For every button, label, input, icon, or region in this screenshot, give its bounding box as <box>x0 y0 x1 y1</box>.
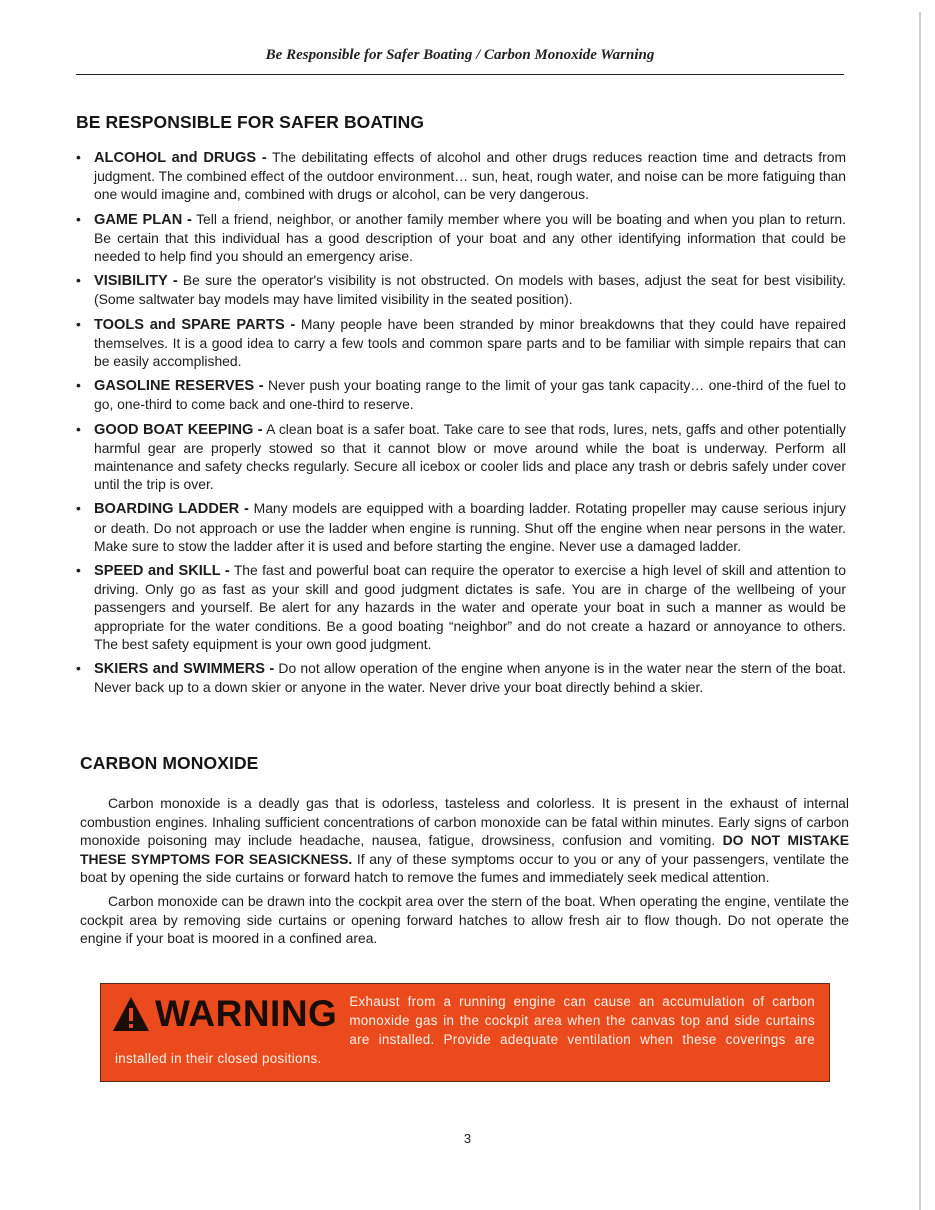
bullet-dot-icon: • <box>76 500 81 517</box>
section-title-carbon-monoxide: CARBON MONOXIDE <box>80 753 259 773</box>
co-p1-text: Carbon monoxide is a deadly gas that is odorless, tasteless and colorless. It is present in the exhaust of internal combustion engines. Inhaling sufficient concentrations of carbon monoxide can be fatal within minutes. Early signs of carbon monoxide poisoning may include headache, nausea, fatigue, drowsiness, confusion and vomiting. <box>80 795 849 849</box>
co-p1-text-cont: If any of these symptoms occur to you or any of your passengers, ventilate the boat by opening the side curtains or forward hatch to remove the fumes and immediately seek medical attention. <box>80 850 849 886</box>
warning-label: WARNING <box>155 993 338 1034</box>
bullet-lead: BOARDING LADDER - <box>94 501 249 518</box>
bullet-item <box>76 376 846 413</box>
bullet-lead: SKIERS and SWIMMERS - <box>94 661 275 678</box>
bullet-lead: GOOD BOAT KEEPING - <box>94 421 263 438</box>
bullet-lead: GAME PLAN - <box>94 211 192 228</box>
page-edge <box>919 12 921 1210</box>
bullet-text: Never push your boating range to the limit of your gas tank capacity… one-third of the fuel to go, one-third to come back and one-third to reserve. <box>94 377 847 413</box>
bullet-dot-icon: • <box>76 377 81 394</box>
bullet-dot-icon: • <box>76 272 81 289</box>
page-number: 3 <box>463 1131 472 1146</box>
bullet-item <box>76 659 846 696</box>
bullet-lead: SPEED and SKILL - <box>94 563 230 580</box>
bullet-text: Do not allow operation of the engine when anyone is in the water near the stern of the boat. Never back up to a down skier or anyone in the water. Never drive your boat directly behind a skier. <box>94 660 846 696</box>
bullet-text: The fast and powerful boat can require the operator to exercise a high level of skill and attention to driving. Only go as fast as your skill and good judgment dictates is safe. You are in charge of the wellbeing of your passengers and yourself. Be alert for any hazards in the water and operate your boat in such a manner as would be appropriate for the water conditions. Be a good boating “neighbor” and do not create a hazard or annoyance to others. The best safety equipment is your own good judgment. <box>94 562 846 652</box>
bullet-dot-icon: • <box>76 315 81 332</box>
bullet-text: Be sure the operator's visibility is not obstructed. On models with bases, adjust the seat for best visibility. (Some saltwater bay models may have limited visibility in the seated position). <box>94 272 846 308</box>
bullet-lead: GASOLINE RESERVES - <box>94 378 264 395</box>
carbon-monoxide-body <box>80 794 849 953</box>
warning-heading <box>111 994 337 1034</box>
header-rule <box>76 74 844 75</box>
bullet-item <box>76 271 846 308</box>
bullet-text: Tell a friend, neighbor, or another family member where you will be boating and when you plan to return. Be certain that this individual has a good description of your boat and any other identifying information that could be needed to help find you should an emergency arise. <box>94 210 846 265</box>
bullet-text: Many people have been stranded by minor breakdowns that they could have repaired themselves. It is a good idea to carry a few tools and common spare parts and to be familiar with simple repairs that can be easily accomplished. <box>94 315 847 370</box>
safety-bullet-list <box>76 148 846 702</box>
bullet-item <box>76 499 846 555</box>
co-p1-emphasis: DO NOT MISTAKE THESE SYMPTOMS FOR SEASICKNESS. <box>80 832 850 867</box>
co-paragraph-2: Carbon monoxide can be drawn into the cockpit area over the stern of the boat. When operating the engine, ventilate the cockpit area by removing side curtains or opening forward hatches to allow fresh air to flow though. Do not operate the engine if your boat is moored in a confined area. <box>80 892 849 947</box>
co-paragraph-1 <box>80 794 849 887</box>
bullet-dot-icon: • <box>76 420 81 437</box>
bullet-item <box>76 210 846 266</box>
bullet-lead: TOOLS and SPARE PARTS - <box>94 316 296 333</box>
bullet-dot-icon: • <box>76 562 81 579</box>
section-title-safer-boating: BE RESPONSIBLE FOR SAFER BOATING <box>76 112 425 132</box>
warning-triangle-icon <box>111 994 151 1034</box>
bullet-dot-icon: • <box>76 149 81 165</box>
bullet-dot-icon: • <box>76 210 81 227</box>
bullet-item <box>76 561 846 653</box>
warning-box <box>100 983 830 1082</box>
bullet-text: A clean boat is a safer boat. Take care to see that rods, lures, nets, gaffs and other potentially harmful gear are properly stowed so that it cannot blow or move around while the boat is underway. Perform all maintenance and safety checks regularly. Secure all icebox or cooler lids and place any trash or debris safely under cover until the trip is over. <box>94 420 846 493</box>
bullet-lead: VISIBILITY - <box>94 273 178 290</box>
bullet-text: The debilitating effects of alcohol and other drugs reduces reaction time and detracts from judgment. The combined effect of the outdoor environment… sun, heat, rough water, and noise can be more fatiguing than one would imagine and, combined with drugs or alcohol, can be very dangerous. <box>94 149 847 203</box>
bullet-item <box>76 315 846 371</box>
warning-text: Exhaust from a running engine can cause an accumulation of carbon monoxide gas in the cockpit area when the canvas top and side curtains are installed. Provide adequate ventilation when these coverings are installed in their closed positions. <box>115 994 815 1066</box>
running-header: Be Responsible for Safer Boating / Carbon Monoxide Warning <box>265 47 655 63</box>
bullet-item <box>76 420 846 494</box>
bullet-lead: ALCOHOL and DRUGS - <box>94 150 267 166</box>
bullet-text: Many models are equipped with a boarding ladder. Rotating propeller may cause serious injury or death. Do not approach or use the ladder when engine is running. Shut off the engine when near persons in the water. Make sure to stow the ladder after it is used and before starting the engine. Never use a damaged ladder. <box>94 500 847 554</box>
bullet-item <box>76 148 846 204</box>
bullet-dot-icon: • <box>76 660 81 677</box>
